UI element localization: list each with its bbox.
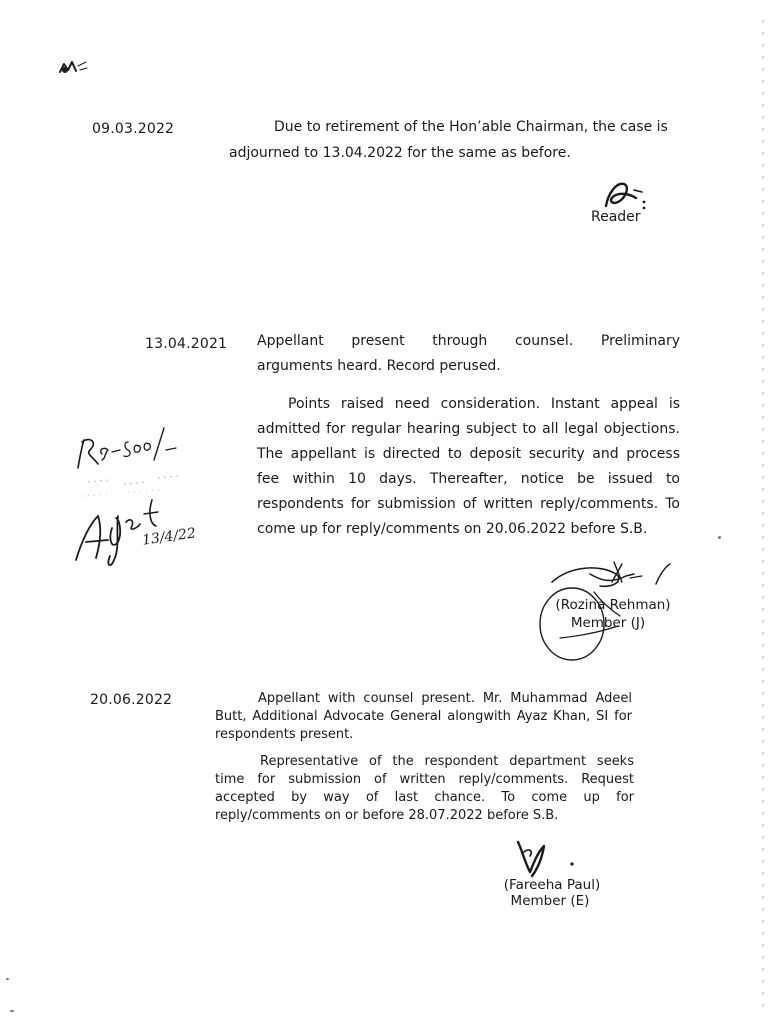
member-j-name: (Rozina Rehman) bbox=[555, 597, 671, 613]
scan-edge-marks bbox=[760, 0, 766, 1024]
entry2-para1-line2: arguments heard. Record perused. bbox=[257, 358, 501, 374]
stamp-mark-icon bbox=[56, 56, 90, 78]
entry2-para2-line1: Points raised need consideration. Instant appeal is bbox=[288, 396, 680, 412]
entry1-text-line2: adjourned to 13.04.2022 for the same as before. bbox=[229, 145, 571, 161]
entry2-para1-line1: Appellant present through counsel. Preliminary bbox=[257, 333, 680, 349]
scan-speck bbox=[718, 536, 721, 539]
entry2-para2-line6: come up for reply/comments on 20.06.2022 before S.B. bbox=[257, 521, 648, 537]
entry3-para1-line1: Appellant with counsel present. Mr. Muhammad Adeel bbox=[258, 691, 632, 706]
entry2-date: 13.04.2021 bbox=[145, 336, 228, 352]
entry3-para1-line3: respondents present. bbox=[215, 727, 354, 742]
member-e-name: (Fareeha Paul) bbox=[503, 877, 601, 893]
margin-note-date: 13/4/22 bbox=[141, 525, 197, 549]
scan-speck bbox=[10, 1010, 14, 1012]
reader-signature bbox=[600, 176, 650, 212]
entry3-date: 20.06.2022 bbox=[90, 692, 173, 708]
entry2-para2-line3: The appellant is directed to deposit security and process bbox=[257, 446, 680, 462]
entry1-date: 09.03.2022 bbox=[92, 121, 175, 137]
entry1-text-line1: Due to retirement of the Hon’able Chairman, the case is bbox=[274, 119, 668, 135]
entry3-para2-line1: Representative of the respondent department seeks bbox=[260, 754, 634, 769]
entry3-para2-line4: reply/comments on or before 28.07.2022 before S.B. bbox=[215, 808, 559, 823]
entry3-para1-line2: Butt, Additional Advocate General alongwith Ayaz Khan, SI for bbox=[215, 709, 632, 724]
entry3-para2-line3: accepted by way of last chance. To come up for bbox=[215, 790, 634, 805]
member-j-title: Member (J) bbox=[570, 615, 646, 631]
entry2-para2-line5: respondents for submission of written reply/comments. To bbox=[257, 496, 680, 512]
entry2-para2-line2: admitted for regular hearing subject to all legal objections. bbox=[257, 421, 680, 437]
reader-label: Reader bbox=[591, 209, 641, 225]
scan-speck bbox=[6, 978, 9, 980]
member-e-title: Member (E) bbox=[510, 893, 590, 909]
entry2-para2-line4: fee within 10 days. Thereafter, notice be issued to bbox=[257, 471, 680, 487]
entry3-para2-line2: time for submission of written reply/comments. Request bbox=[215, 772, 634, 787]
